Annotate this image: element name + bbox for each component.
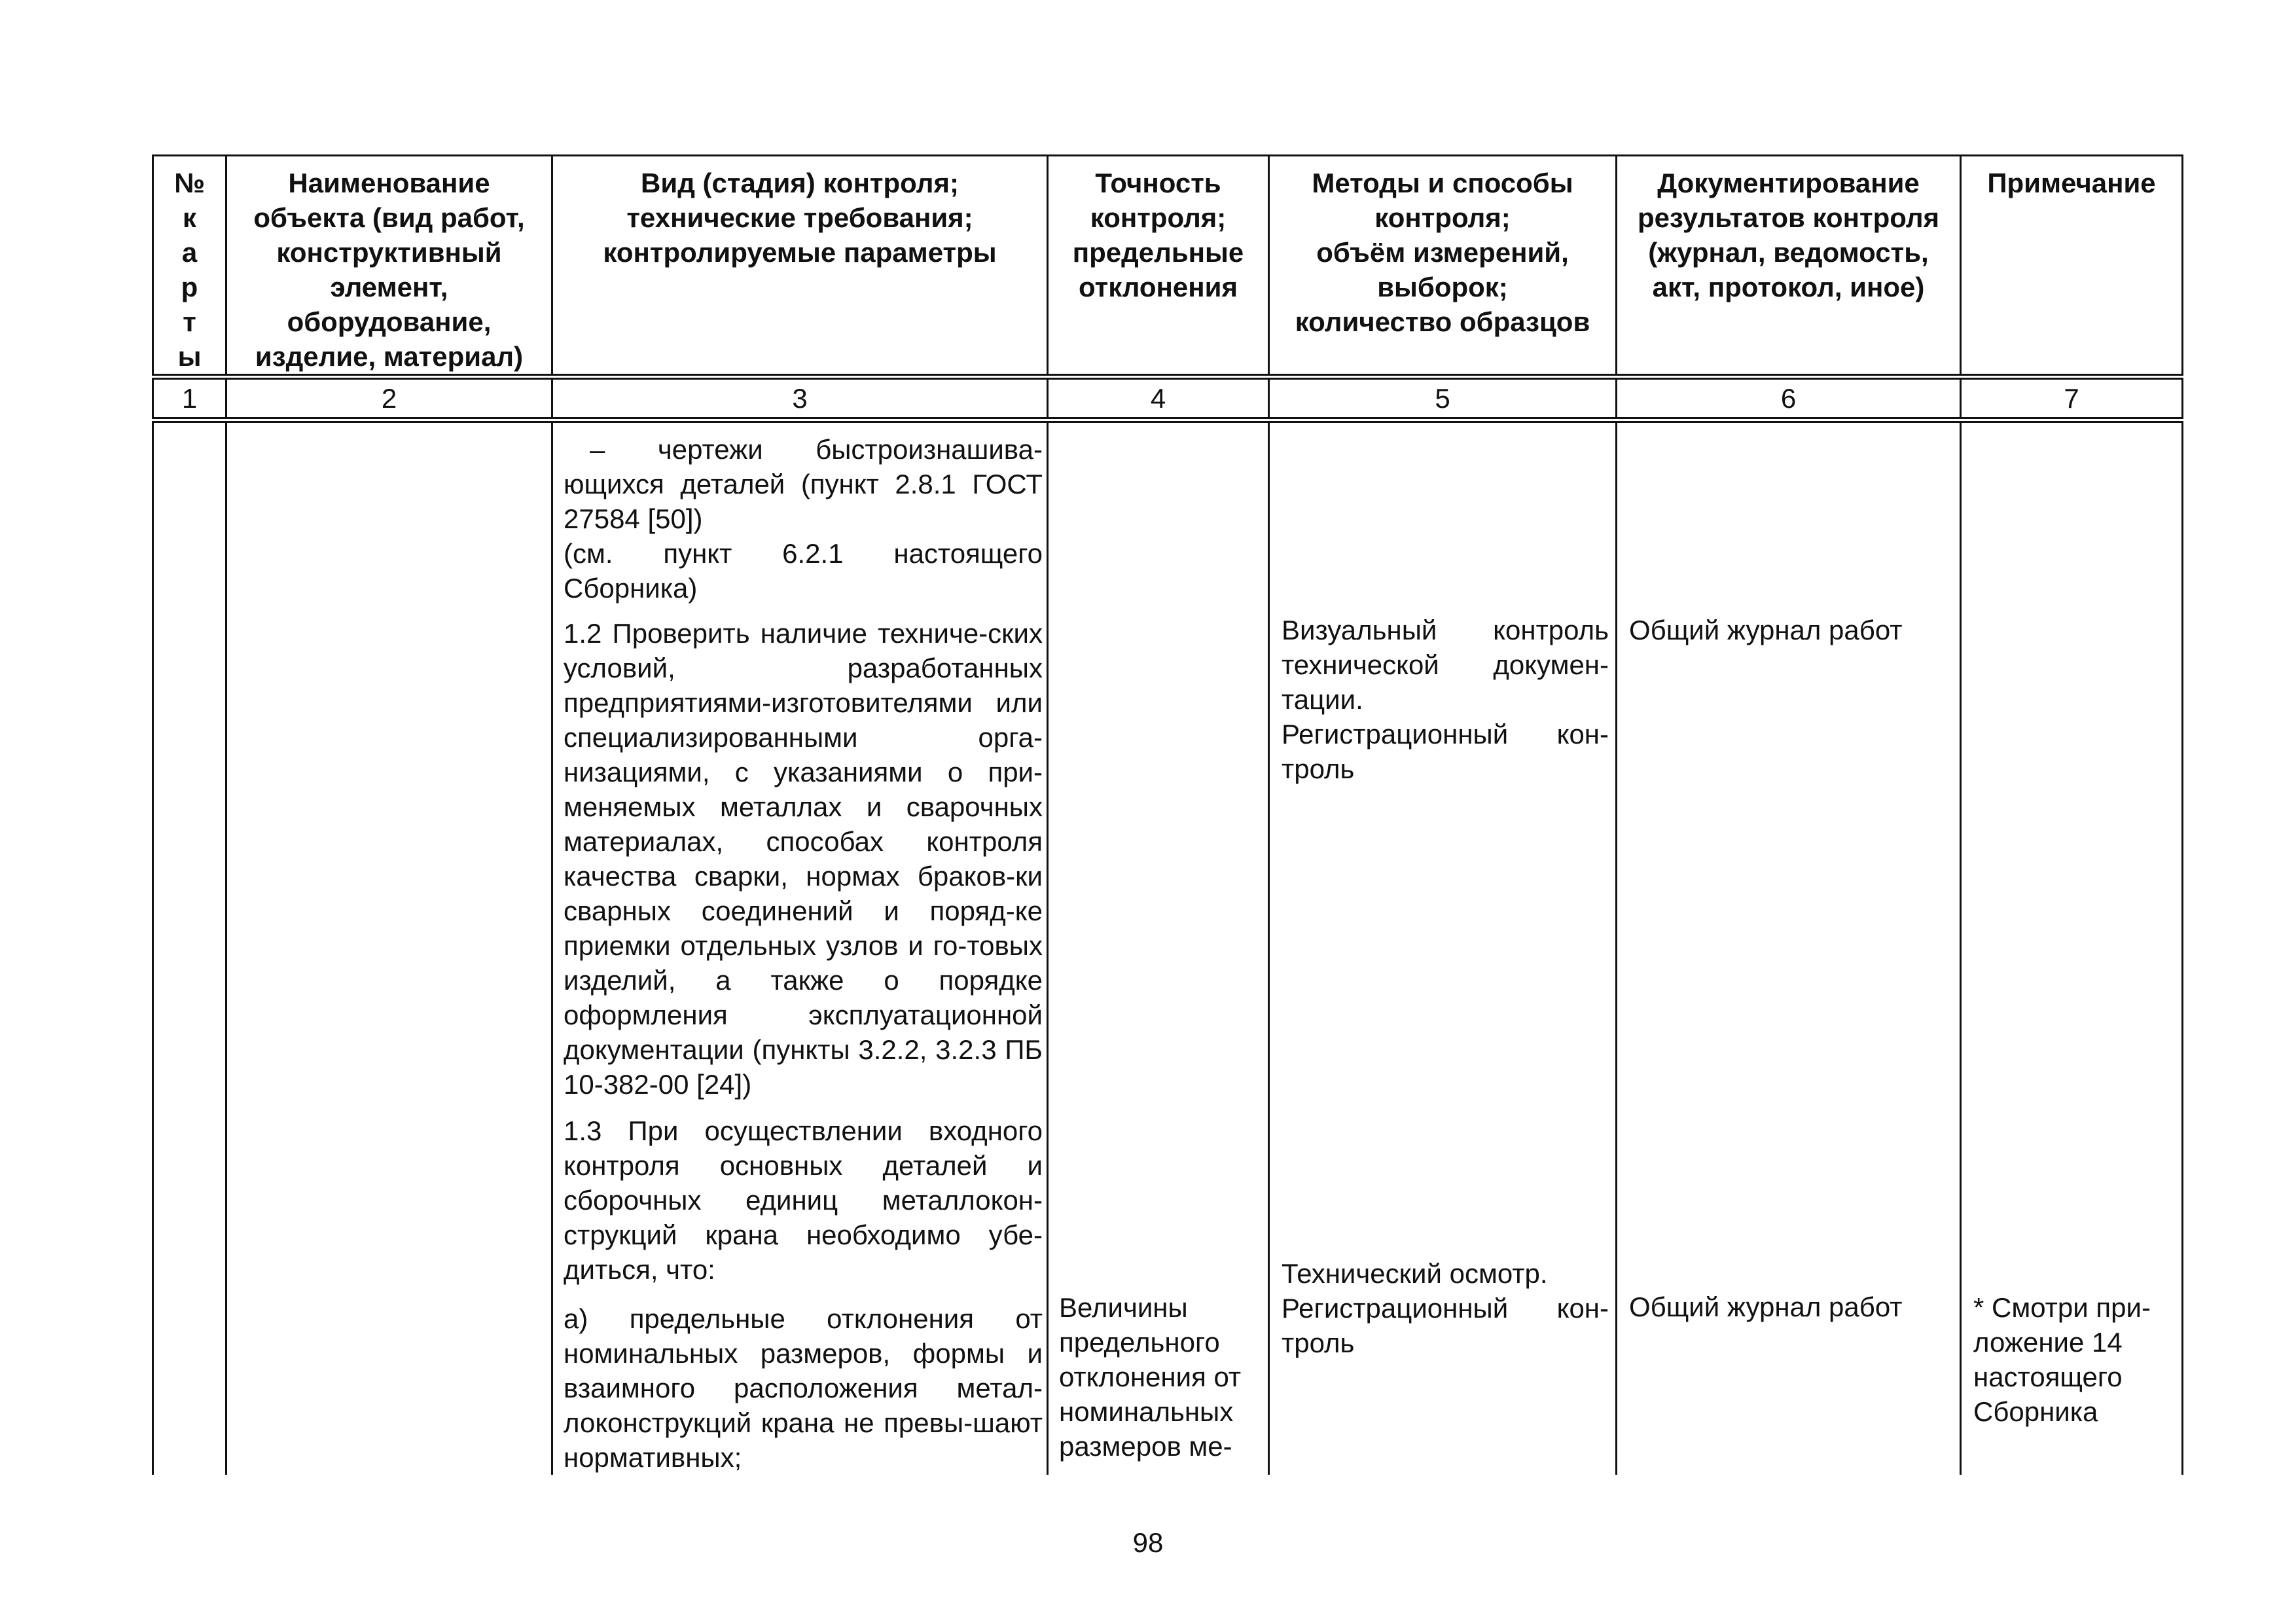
requirement-1-3: 1.3 При осуществлении входного контроля основных деталей и сборочных единиц металлокон-струкций крана необходимо убе-диться, что: [564,1115,1043,1285]
header-object-name: Наименование объекта (вид работ, конструктивный элемент, оборудование, изделие, материал) [226,156,552,377]
column-number: 6 [1617,377,1961,420]
column-number: 4 [1048,377,1269,420]
method-registration-control: Регистрационный кон-троль [1282,719,1609,784]
cell-note [1961,420,2183,1475]
note-appendix-14: * Смотри при-ложение 14 настоящего Сборника [1973,1292,2151,1427]
cell-methods [1269,420,1617,1475]
header-methods: Методы и способы контроля; объём измерений, выборок; количество образцов [1269,156,1617,377]
cell-accuracy [1048,420,1269,1475]
column-number: 5 [1269,377,1617,420]
column-number: 1 [153,377,226,420]
requirement-1-2: 1.2 Проверить наличие техниче-ских условий, разработанных предприятиями-изготовителями или специализированными орга-низациями, с указаниями о при-меняемых металлах и сварочных материалах, способах контроля качества сварки, нормах браков-ки сварных соединений и поряд-ке приемки отдельных узлов и го-товых изделий, а также о порядке оформления эксплуатационной документации (пункты 3.2.2, 3.2.3 ПБ 10-382-00 [24]) [564,618,1043,1100]
method-registration-control-2: Регистрационный кон-троль [1282,1293,1609,1358]
table-row [153,420,2183,1475]
documentation-general-log-2: Общий журнал работ [1629,1291,1903,1322]
requirement-drawings: – чертежи быстроизнашива-ющихся деталей (пункт 2.8.1 ГОСТ 27584 [50]) [564,434,1043,534]
column-number: 7 [1961,377,2183,420]
method-technical-inspection: Технический осмотр. [1282,1258,1548,1289]
header-accuracy: Точность контроля; предельные отклонения [1048,156,1269,377]
column-number: 3 [552,377,1048,420]
cell-object-name [226,420,552,1475]
requirement-reference: (см. пункт 6.2.1 настоящего Сборника) [564,538,1043,604]
header-documentation: Документирование результатов контроля (журнал, ведомость, акт, протокол, иное) [1617,156,1961,377]
documentation-general-log: Общий журнал работ [1629,615,1903,645]
control-table [152,154,2183,1475]
cell-documentation [1617,420,1961,1475]
cell-control-type [552,420,1048,1475]
header-row [153,156,2183,377]
column-number-row [153,377,2183,420]
header-control-type: Вид (стадия) контроля; технические требования; контролируемые параметры [552,156,1048,377]
header-note: Примечание [1961,156,2183,377]
accuracy-deviation-values: Величины предельного отклонения от номинальных размеров ме- [1059,1292,1242,1462]
header-card-number: № к а р т ы [153,156,226,377]
cell-card-number [153,420,226,1475]
page-number: 98 [1132,1527,1164,1558]
column-number: 2 [226,377,552,420]
method-visual-control: Визуальный контроль технической докумен-тации. [1282,615,1609,715]
requirement-1-3-a: а) предельные отклонения от номинальных размеров, формы и взаимного расположения метал-локонструкций крана не превы-шают нормативных; [564,1303,1043,1473]
